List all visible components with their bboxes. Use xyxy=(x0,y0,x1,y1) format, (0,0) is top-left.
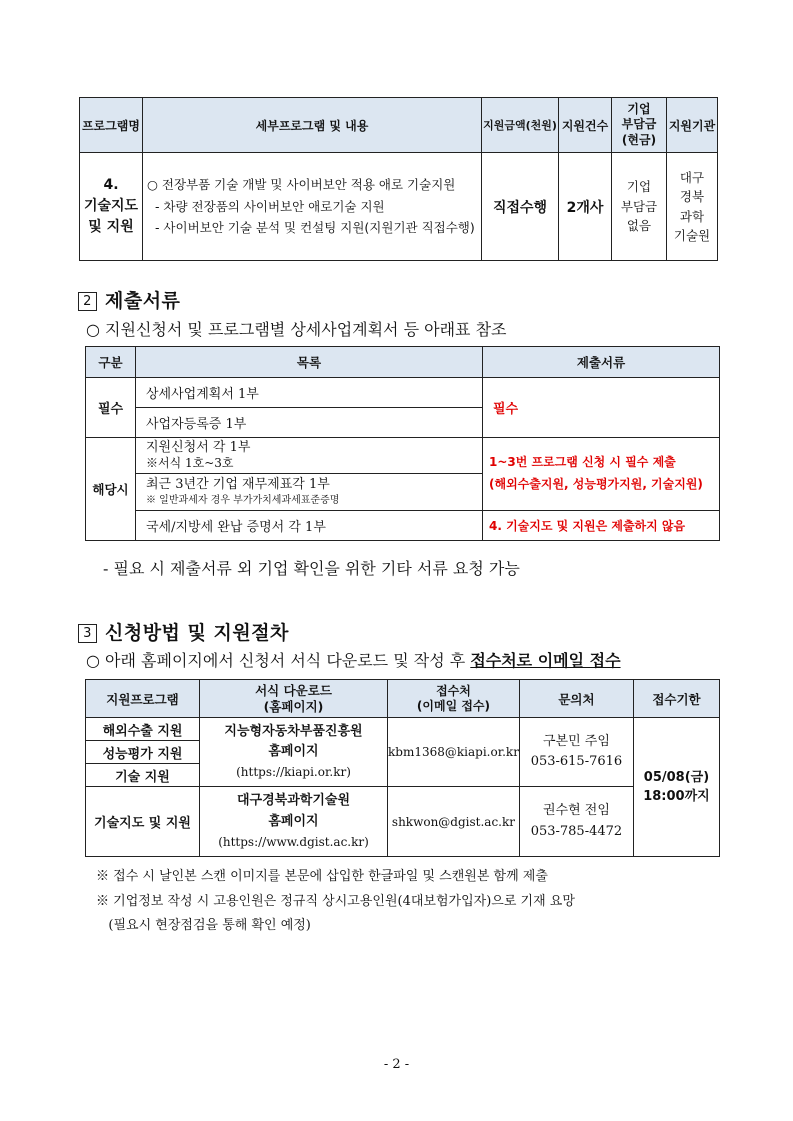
program-name-cell: 4. 기술지도 및 지원 xyxy=(80,153,143,261)
required-label: 필수 xyxy=(86,378,136,438)
email-cell-a[interactable]: kbm1368@kiapi.or.kr xyxy=(388,718,520,787)
required-item: 사업자등록증 1부 xyxy=(136,408,483,438)
download-cell-a xyxy=(200,718,388,787)
program-item: 기술 지원 xyxy=(86,764,200,787)
note-line: (필요시 현장점검을 통해 확인 예정) xyxy=(96,918,311,933)
applicable-label: 해당시 xyxy=(86,438,136,541)
required-item: 상세사업계획서 1부 xyxy=(136,378,483,408)
applicable-item-main: 최근 3년간 기업 재무제표각 1부 xyxy=(146,477,330,493)
note-line: ※ 기업정보 작성 시 고용인원은 정규직 상시고용인원(4대보험가입자)으로 기재 요망 xyxy=(96,894,575,909)
col-header-submission: 제출서류 xyxy=(483,347,720,378)
homepage-url[interactable]: (https://www.dgist.ac.kr) xyxy=(218,834,369,849)
section-intro: ○ 지원신청서 및 프로그램별 상세사업계획서 등 아래표 참조 xyxy=(86,320,507,339)
amount-cell: 직접수행 xyxy=(482,153,559,261)
col-header-amount: 지원금액(천원) xyxy=(482,98,559,153)
col-header-email: 접수처 (이메일 접수) xyxy=(388,680,520,718)
applicable-note-1: 1~3번 프로그램 신청 시 필수 제출 xyxy=(489,455,676,470)
applicable-item-sub: ※ 일반과세자 경우 부가가치세과세표준증명 xyxy=(146,494,340,506)
program-content-cell xyxy=(143,153,482,261)
section-number: 2 xyxy=(78,292,97,311)
applicable-item-sub: ※서식 1호~3호 xyxy=(146,456,234,471)
program-item: 성능평가 지원 xyxy=(86,741,200,764)
documents-table xyxy=(85,346,720,541)
applicable-note-3: 4. 기술지도 및 지원은 제출하지 않음 xyxy=(483,511,720,541)
program-table xyxy=(79,97,718,261)
contact-cell-b xyxy=(519,787,633,857)
application-table xyxy=(85,679,720,857)
section-title-text: 신청방법 및 지원절차 xyxy=(105,622,289,644)
applicable-item-main: 지원신청서 각 1부 xyxy=(146,439,251,455)
contact-phone: 053-785-4472 xyxy=(530,823,623,839)
section-intro xyxy=(86,648,621,671)
required-note: 필수 xyxy=(483,378,720,438)
burden-cell: 기업 부담금 없음 xyxy=(612,153,667,261)
col-header-count: 지원건수 xyxy=(559,98,612,153)
col-header-agency: 지원기관 xyxy=(667,98,718,153)
applicable-item xyxy=(136,474,483,511)
col-header-contact: 문의처 xyxy=(519,680,633,718)
email-cell-b[interactable]: shkwon@dgist.ac.kr xyxy=(388,787,520,857)
agency-cell: 대구 경북 과학 기술원 xyxy=(667,153,718,261)
contact-phone: 053-615-7616 xyxy=(530,754,623,769)
content-line: - 차량 전장품의 사이버보안 애로기술 지원 xyxy=(147,198,385,214)
deadline-cell xyxy=(633,718,719,857)
program-item: 해외수출 지원 xyxy=(86,718,200,741)
section-title-application xyxy=(78,618,289,645)
homepage-label: 홈페이지 xyxy=(268,813,319,829)
col-header-deadline: 접수기한 xyxy=(633,680,719,718)
applicable-item: 국세/지방세 완납 증명서 각 1부 xyxy=(136,511,483,541)
download-cell-b xyxy=(200,787,388,857)
section-number: 3 xyxy=(78,624,97,643)
note-line: ※ 접수 시 날인본 스캔 이미지를 본문에 삽입한 한글파일 및 스캔원본 함께 제출 xyxy=(96,869,548,884)
homepage-url[interactable]: (https://kiapi.or.kr) xyxy=(236,765,351,780)
col-header-burden: 기업 부담금 (현금) xyxy=(612,98,667,153)
deadline-date: 05/08(금) xyxy=(643,769,710,785)
contact-cell-a xyxy=(519,718,633,787)
section-footnote: - 필요 시 제출서류 외 기업 확인을 위한 기타 서류 요청 가능 xyxy=(103,559,520,578)
intro-prefix: ○ 아래 홈페이지에서 신청서 서식 다운로드 및 작성 후 xyxy=(86,651,471,670)
col-header-category: 구분 xyxy=(86,347,136,378)
contact-name: 권수현 전임 xyxy=(542,803,610,819)
count-cell: 2개사 xyxy=(559,153,612,261)
col-header-program: 지원프로그램 xyxy=(86,680,200,718)
org-name: 대구경북과학기술원 xyxy=(236,793,351,809)
contact-name: 구본민 주임 xyxy=(542,733,610,749)
intro-emphasis: 접수처로 이메일 접수 xyxy=(470,651,621,670)
section-title-documents xyxy=(78,286,180,313)
section-title-text: 제출서류 xyxy=(105,290,181,312)
org-name: 지능형자동차부품진흥원 xyxy=(224,723,363,739)
col-header-content: 세부프로그램 및 내용 xyxy=(143,98,482,153)
content-line: ○ 전장부품 기술 개발 및 사이버보안 적용 애로 기술지원 xyxy=(147,176,456,192)
col-header-program-name: 프로그램명 xyxy=(80,98,143,153)
deadline-time: 18:00까지 xyxy=(643,789,710,804)
applicable-note xyxy=(483,438,720,511)
col-header-download: 서식 다운로드 (홈페이지) xyxy=(200,680,388,718)
applicable-item xyxy=(136,438,483,474)
homepage-label: 홈페이지 xyxy=(268,744,319,760)
applicable-note-2: (해외수출지원, 성능평가지원, 기술지원) xyxy=(489,477,703,491)
page-number: - 2 - xyxy=(383,1057,410,1072)
program-item: 기술지도 및 지원 xyxy=(86,787,200,857)
col-header-list: 목록 xyxy=(136,347,483,378)
content-line: - 사이버보안 기술 분석 및 컨설팅 지원(지원기관 직접수행) xyxy=(147,220,475,236)
